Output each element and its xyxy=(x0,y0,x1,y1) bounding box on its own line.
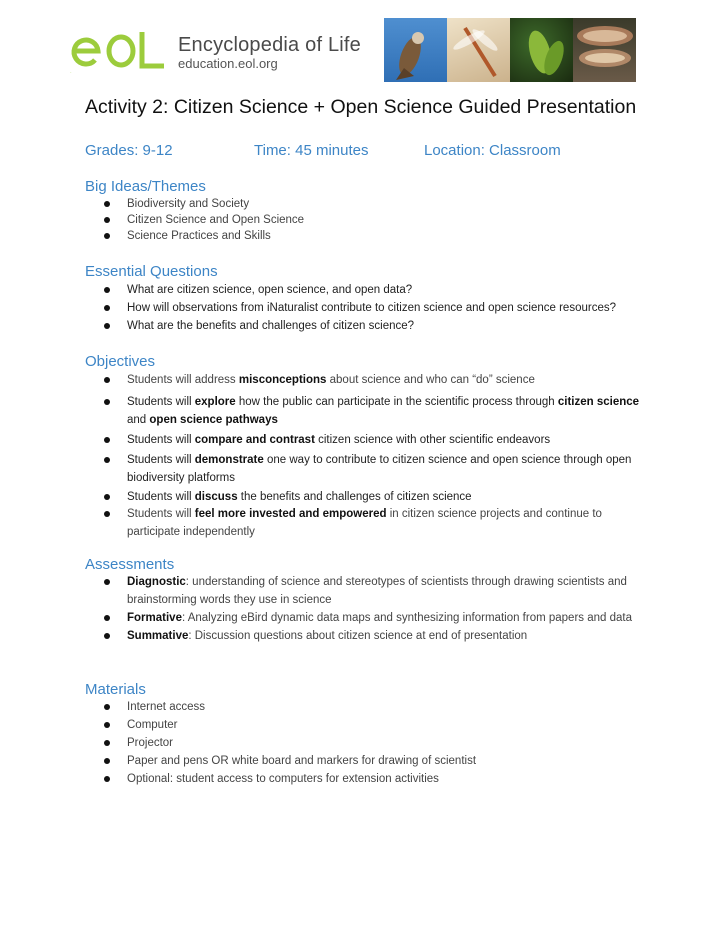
big-ideas-list xyxy=(0,196,720,244)
objectives-list xyxy=(0,371,720,541)
bullet-icon xyxy=(104,633,110,639)
list-item: Diagnostic: understanding of science and stereotypes of scientists through drawing scientists and brainstorming words they use in science xyxy=(0,573,647,609)
bullet-icon xyxy=(104,740,110,746)
bullet-icon xyxy=(104,377,110,383)
bullet-icon xyxy=(104,615,110,621)
page-title: Activity 2: Citizen Science + Open Science Guided Presentation xyxy=(85,96,637,118)
list-item: Students will discuss the benefits and challenges of citizen science xyxy=(0,489,647,505)
hawk-photo xyxy=(384,18,447,82)
list-item: What are the benefits and challenges of citizen science? xyxy=(0,317,647,335)
list-item: Students will demonstrate one way to contribute to citizen science and open science through open biodiversity platforms xyxy=(0,451,647,487)
mushroom-photo xyxy=(573,18,636,82)
grades-label: Grades: 9-12 xyxy=(85,142,173,159)
list-item: Biodiversity and Society xyxy=(0,196,647,212)
big-ideas-heading: Big Ideas/Themes xyxy=(85,178,206,195)
bullet-icon xyxy=(104,201,110,207)
questions-heading: Essential Questions xyxy=(85,263,218,280)
list-item: Summative: Discussion questions about citizen science at end of presentation xyxy=(0,627,647,645)
bullet-icon xyxy=(104,305,110,311)
location-label: Location: Classroom xyxy=(424,142,561,159)
objectives-heading: Objectives xyxy=(85,353,156,370)
org-name: Encyclopedia of Life xyxy=(178,34,362,56)
photo-strip xyxy=(384,18,636,82)
list-item: Students will compare and contrast citizen science with other scientific endeavors xyxy=(0,431,647,449)
bullet-icon xyxy=(104,511,110,517)
dragonfly-photo xyxy=(447,18,510,82)
bullet-icon xyxy=(104,494,110,500)
bullet-icon xyxy=(104,579,110,585)
materials-list xyxy=(0,698,720,788)
bullet-icon xyxy=(104,233,110,239)
bullet-icon xyxy=(104,287,110,293)
questions-list xyxy=(0,281,720,335)
svg-text:eol: eol xyxy=(70,73,72,74)
bullet-icon xyxy=(104,437,110,443)
list-item: Projector xyxy=(0,734,647,752)
bullet-icon xyxy=(104,722,110,728)
list-item: Science Practices and Skills xyxy=(0,228,647,244)
page-header xyxy=(0,0,720,90)
list-item: How will observations from iNaturalist contribute to citizen science and open science resources? xyxy=(0,299,667,317)
list-item: Students will address misconceptions about science and who can “do” science xyxy=(0,371,647,389)
bullet-icon xyxy=(104,704,110,710)
plant-photo xyxy=(510,18,573,82)
list-item: Internet access xyxy=(0,698,647,716)
time-label: Time: 45 minutes xyxy=(254,142,369,159)
list-item: Computer xyxy=(0,716,647,734)
list-item: Citizen Science and Open Science xyxy=(0,212,647,228)
bullet-icon xyxy=(104,457,110,463)
org-url: education.eol.org xyxy=(178,56,278,71)
assessments-heading: Assessments xyxy=(85,556,175,573)
assessments-list xyxy=(0,573,720,645)
bullet-icon xyxy=(104,217,110,223)
org-block xyxy=(178,34,361,72)
list-item: What are citizen science, open science, and open data? xyxy=(0,281,647,299)
list-item: Paper and pens OR white board and markers for drawing of scientist xyxy=(0,752,647,770)
list-item: Formative: Analyzing eBird dynamic data maps and synthesizing information from papers and data xyxy=(0,609,647,627)
bullet-icon xyxy=(104,776,110,782)
bullet-icon xyxy=(104,758,110,764)
list-item: Optional: student access to computers for extension activities xyxy=(0,770,647,788)
bullet-icon xyxy=(104,399,110,405)
bullet-icon xyxy=(104,323,110,329)
list-item: Students will explore how the public can participate in the scientific process through citizen science and open science pathways xyxy=(0,393,647,429)
materials-heading: Materials xyxy=(85,681,146,698)
list-item: Students will feel more invested and empowered in citizen science projects and continue to participate independently xyxy=(0,505,647,541)
eol-logo xyxy=(70,26,168,74)
